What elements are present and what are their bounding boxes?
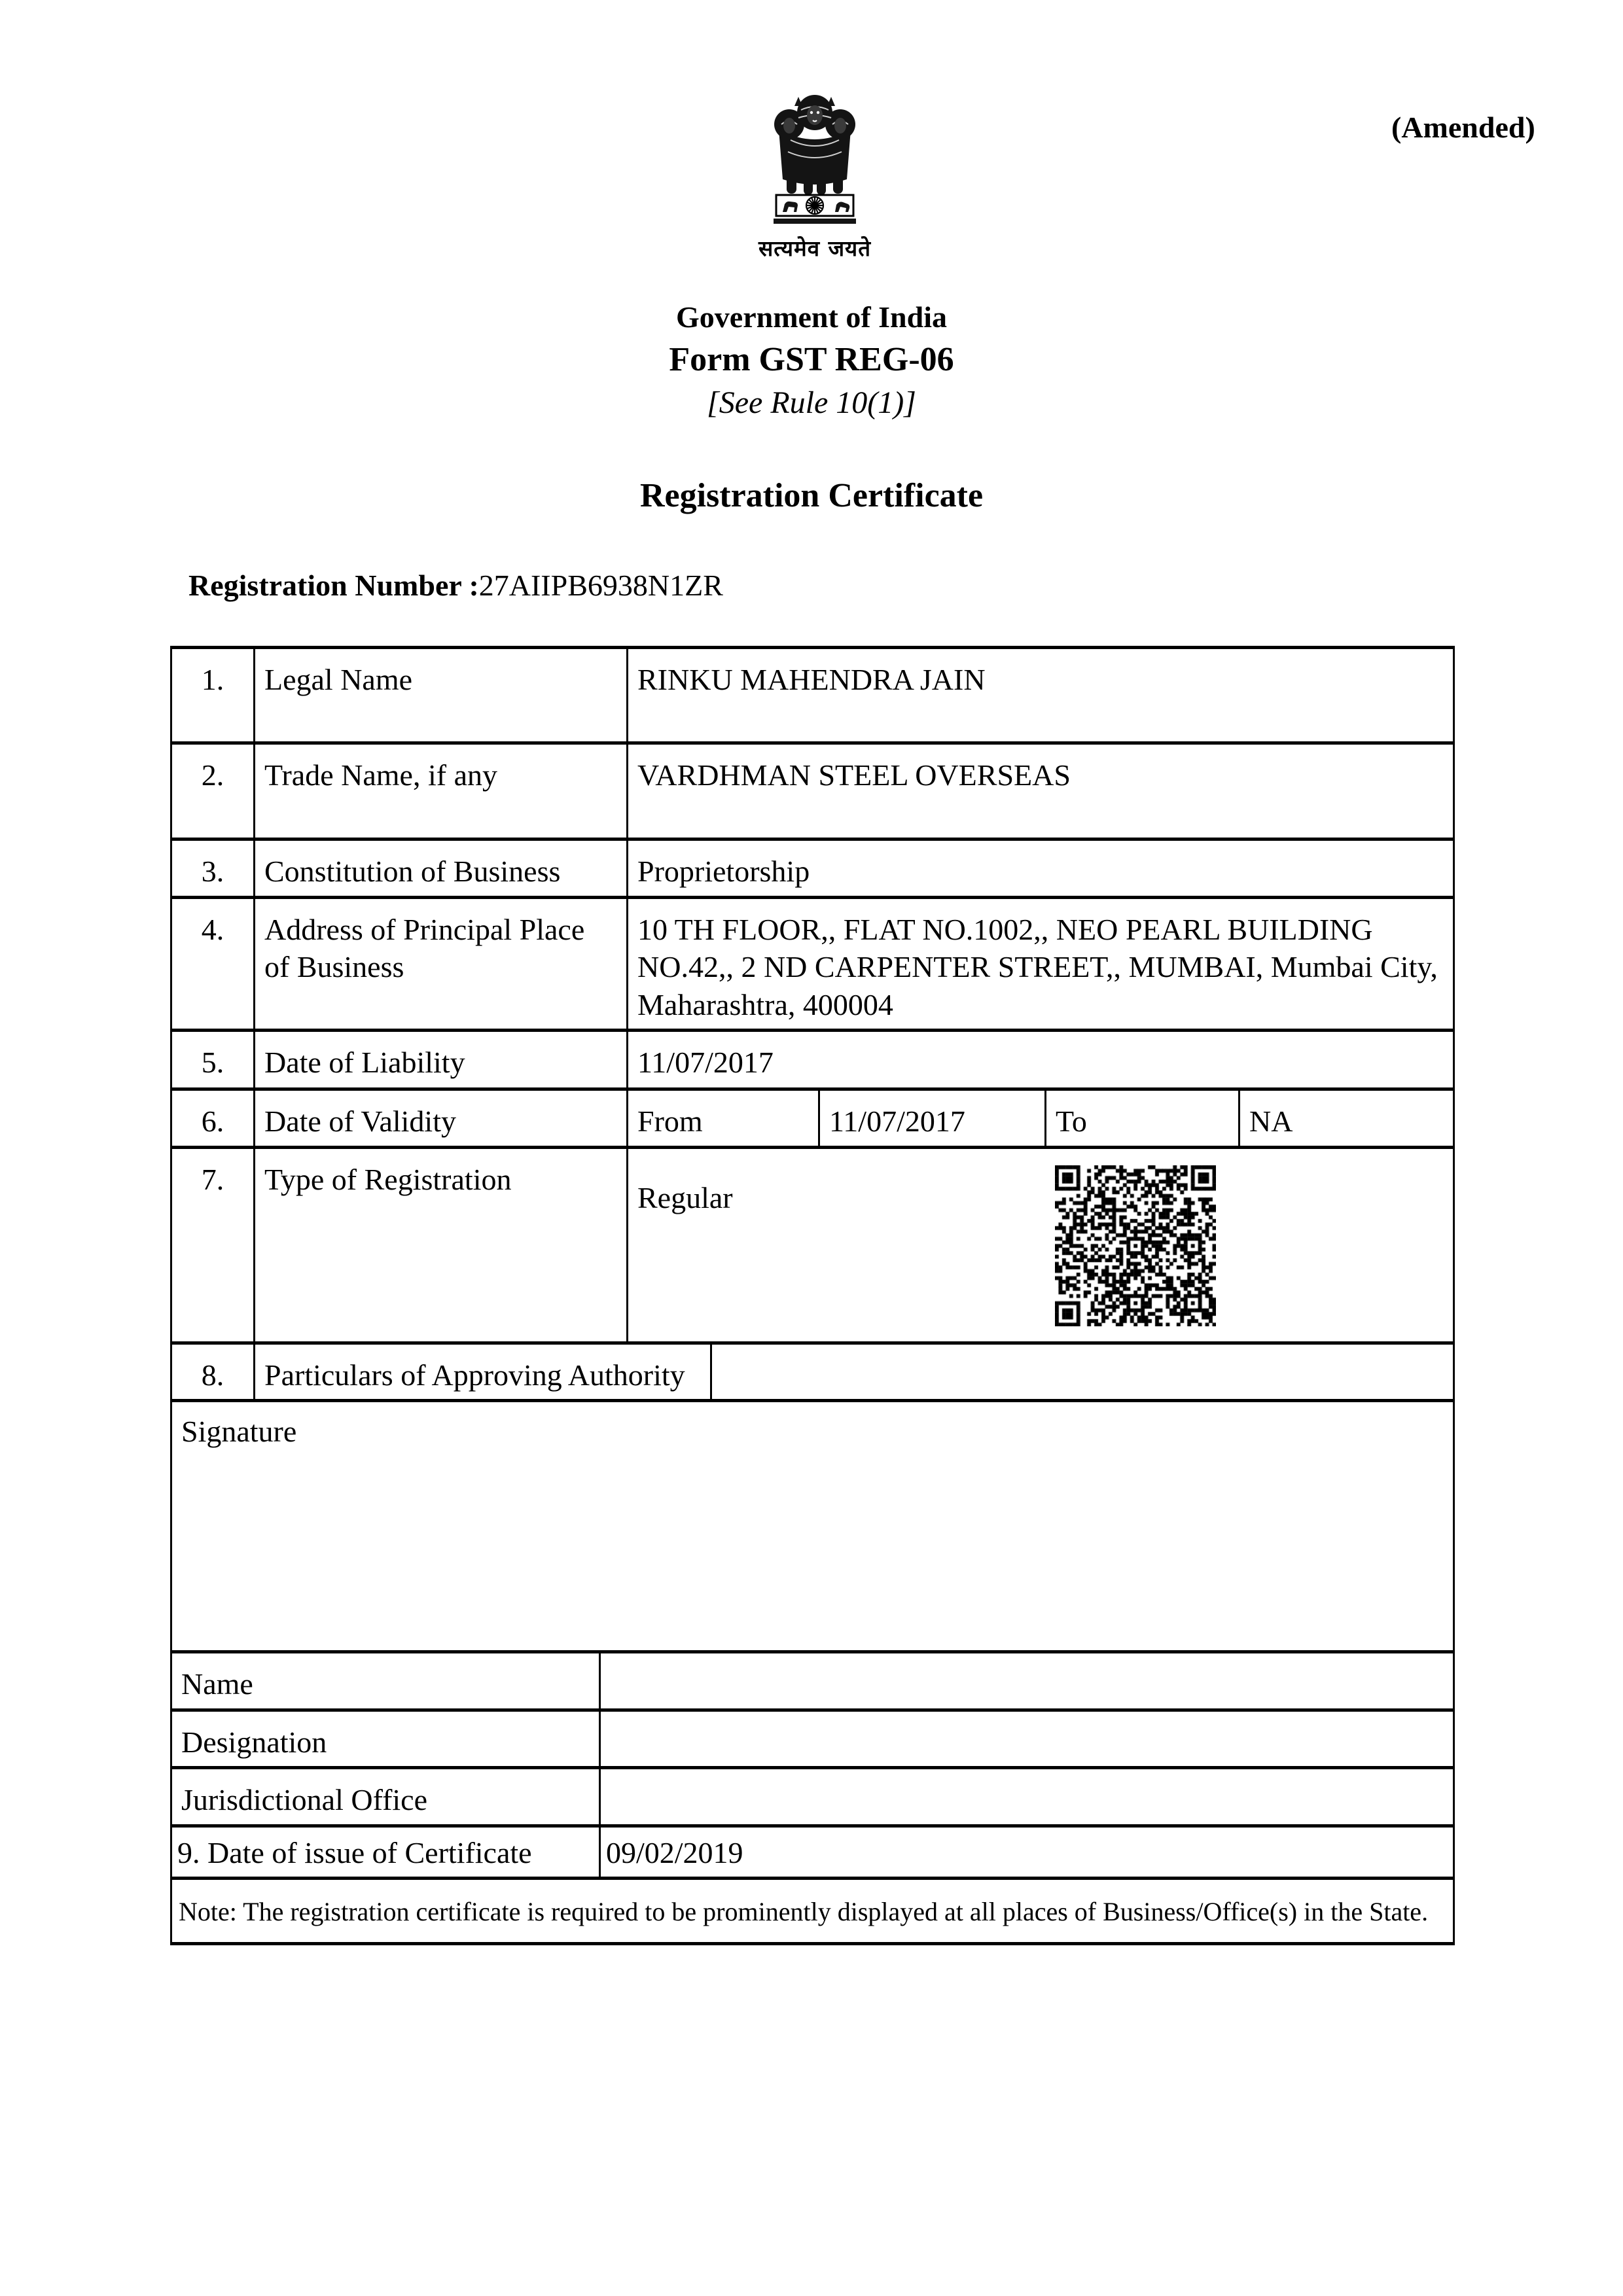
validity-from-value: 11/07/2017 [818,1091,1044,1146]
date-of-issue-label: 9. Date of issue of Certificate [170,1828,599,1877]
constitution-value: Proprietorship [626,841,1455,896]
amended-label: (Amended) [1391,111,1535,144]
legal-name-value: RINKU MAHENDRA JAIN [626,649,1455,741]
row-label: Particulars of Approving Authority [253,1345,710,1400]
row-number: 2. [170,745,253,838]
table-row-signature [170,1402,1455,1653]
row-number: 1. [170,649,253,741]
jurisdictional-office-label: Jurisdictional Office [170,1769,599,1824]
table-row-date-of-issue [170,1828,1455,1881]
table-row-address [170,899,1455,1033]
date-of-issue-value: 09/02/2019 [599,1828,1455,1877]
table-row-trade-name [170,745,1455,841]
rule-reference: [See Rule 10(1)] [707,385,916,420]
government-title: Government of India [676,300,947,334]
validity-to-label: To [1044,1091,1238,1146]
table-row-date-of-validity [170,1091,1455,1149]
row-label: Legal Name [253,649,626,741]
address-value: 10 TH FLOOR,, FLAT NO.1002,, NEO PEARL BUILDING NO.42,, 2 ND CARPENTER STREET,, MUMBAI, Mumbai City, Maharashtra, 400004 [626,899,1455,1029]
table-row-name [170,1653,1455,1712]
table-row-date-of-liability [170,1032,1455,1091]
type-of-registration-value: Regular [637,1180,733,1214]
row-number: 7. [170,1149,253,1341]
validity-from-label: From [626,1091,818,1146]
registration-number-line [188,571,723,601]
table-row-note [170,1880,1455,1945]
emblem-of-india [755,84,875,262]
registration-number-label: Registration Number : [188,569,479,602]
emblem-motto: सत्यमेव जयते [758,236,872,261]
lion-capital-icon [759,84,870,226]
trade-name-value: VARDHMAN STEEL OVERSEAS [626,745,1455,838]
jurisdictional-office-value [599,1769,1455,1824]
registration-number-value: 27AIIPB6938N1ZR [478,569,723,602]
row-label: Trade Name, if any [253,745,626,838]
row-number: 8. [170,1345,253,1400]
row-number: 3. [170,841,253,896]
type-of-registration-cell [626,1149,1455,1341]
officer-designation-label: Designation [170,1712,599,1767]
table-row-legal-name [170,649,1455,745]
row-label: Type of Registration [253,1149,626,1341]
row-number: 5. [170,1032,253,1087]
form-title: Form GST REG-06 [669,341,954,378]
table-row-constitution [170,841,1455,899]
officer-name-label: Name [170,1653,599,1708]
table-row-type-of-registration [170,1149,1455,1345]
certificate-table [170,646,1455,1945]
row-label: Constitution of Business [253,841,626,896]
date-of-liability-value: 11/07/2017 [626,1032,1455,1087]
officer-designation-value [599,1712,1455,1767]
officer-name-value [599,1653,1455,1708]
signature-cell: Signature [170,1402,1455,1650]
approving-authority-value-cell [710,1345,1455,1400]
row-label: Address of Principal Place of Business [253,899,626,1029]
row-label: Date of Liability [253,1032,626,1087]
qr-code [1055,1165,1216,1326]
row-number: 6. [170,1091,253,1146]
row-label: Date of Validity [253,1091,626,1146]
table-row-approving-authority [170,1345,1455,1403]
table-row-jurisdictional-office [170,1769,1455,1828]
certificate-title: Registration Certificate [639,477,984,514]
row-number: 4. [170,899,253,1029]
note-text: Note: The registration certificate is required to be prominently displayed at all places of Business/Office(s) in the State. [170,1880,1455,1942]
table-row-designation [170,1712,1455,1770]
validity-to-value: NA [1238,1091,1455,1146]
